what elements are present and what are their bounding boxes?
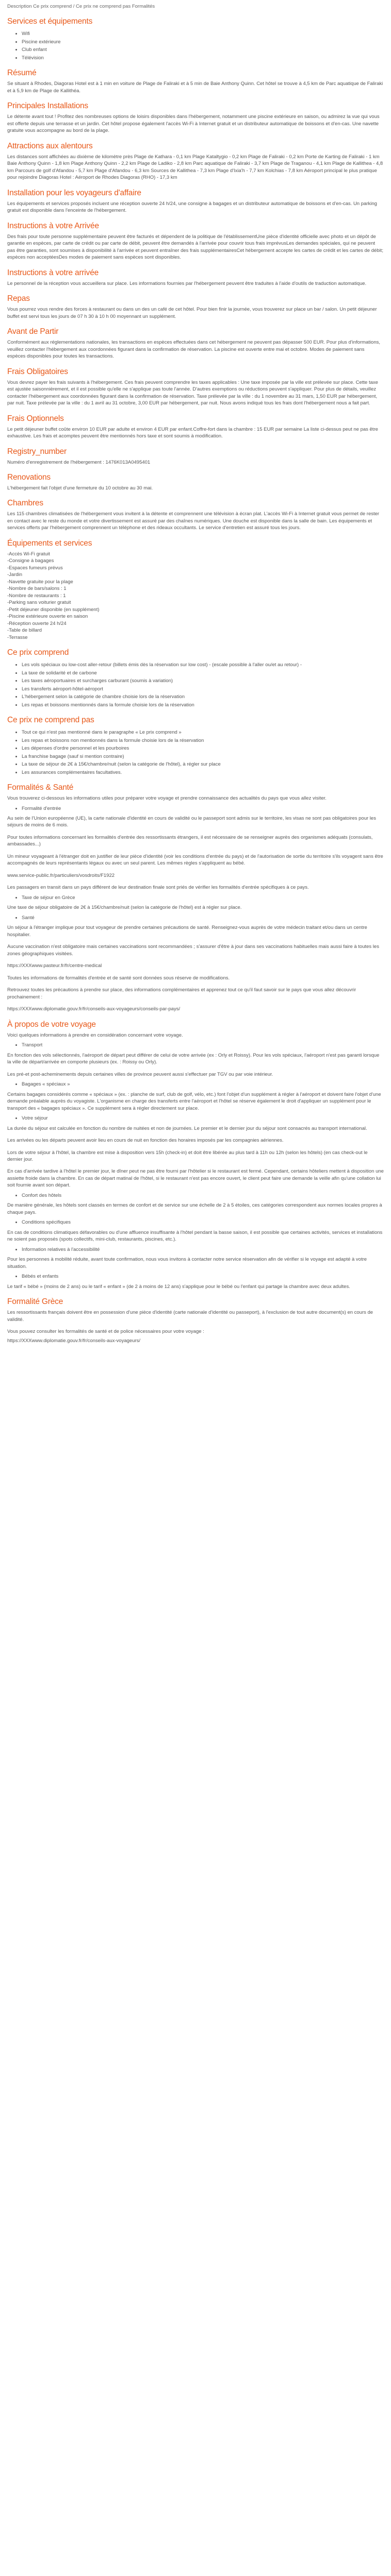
paragraph: Certains bagages considérés comme « spéciaux » (ex. : planche de surf, club de golf, vélo, etc.) font l'objet d'un supplément à régler à l'aéroport et doivent faire l'objet d'une demande préalable auprès du voyagiste. L'organisme en charge des transferts entre l'aéroport et l'hôtel se réserve également le droit d'appliquer un supplément pour le transport des « bagages spéciaux ». Ce supplément sera à régler directement sur place.: [7, 1091, 381, 1111]
paragraph: Lors de votre séjour à l'hôtel, la chambre est mise à disposition vers 15h (check-in) et doit être libérée au plus tard à 11h ou 12h (selon les hôtels) (en cas check-out le dernier jour.: [7, 1149, 368, 1162]
section-registry: [7, 446, 384, 466]
sejour-heading: • Votre séjour: [22, 1115, 384, 1122]
repas-title: Repas: [7, 294, 30, 303]
list-item: • Les repas et boissons non mentionnés dans la formule choisie lors de la réservation: [22, 737, 384, 744]
paragraph: La durée du séjour est calculée en fonction du nombre de nuitées et non de journées. Le premier et le dernier jour du séjour sont consacrés au transport international.: [7, 1125, 367, 1131]
list-item: -Réception ouverte 24 h/24: [7, 620, 67, 626]
conditions-heading: • Conditions spécifiques: [22, 1219, 384, 1226]
list-item: -Nombre de bars/salons : 1: [7, 586, 67, 592]
list-item: -Consigne à bagages: [7, 558, 54, 564]
pasteur-link[interactable]: https://XXXwww.pasteur.fr/fr/centre-medical: [7, 963, 102, 969]
principales-text: Le détente avant tout ! Profitez des nombreuses options de loisirs disponibles dans l'hébergement, notamment une piscine extérieure en saison, ou admirez la vue qui vous est offerte depuis une terrasse et un jardin. Cet hôtel propose également l'accès Wi-Fi à Internet gratuit et un distributeur automatique de boissons et d'en-cas. Une navette gratuite vous accompagne au bord de la plage.: [7, 114, 380, 134]
list-item: • L'hébergement selon la catégorie de chambre choisie lors de la réservation: [22, 693, 384, 700]
list-item: • Wifi: [22, 30, 384, 37]
section-frais-obligatoires: [7, 366, 384, 407]
paragraph: En cas d'arrivée tardive à l'hôtel le premier jour, le dîner peut ne pas être fourni par l'hôtelier si le restaurant est fermé. Cependant, certains hôteliers mettent à disposition une assiette froide dans la chambre. En cas de départ matinal de l'hôtel, si le restaurant n'est pas encore ouvert, le client peut faire une demande la veille afin qu'une collation lui soit fournie avant son départ.: [7, 1168, 384, 1189]
list-item: -Nombre de restaurants : 1: [7, 592, 66, 599]
services-list: [7, 30, 384, 61]
paragraph: Pour les personnes à mobilité réduite, avant toute confirmation, nous vous invitons à contacter notre service réservation afin de vérifier si le voyage est adapté à votre situation.: [7, 1257, 367, 1269]
arrivee2-text: Le personnel de la réception vous accueillera sur place. Les informations fournies par l'hébergement peuvent être traduites à l'aide d'outils de traduction automatique.: [7, 280, 367, 286]
list-item: -Table de billard: [7, 628, 42, 634]
apropos-title: À propos de votre voyage: [7, 1020, 96, 1029]
section-resume: [7, 67, 384, 94]
section-repas: [7, 293, 384, 320]
paragraph: Les passagers en transit dans un pays différent de leur destination finale sont priés de vérifier les formalités d'entrée spécifiques à ce pays.: [7, 885, 309, 891]
section-apropos: [7, 1019, 384, 1291]
section-prix-ne-comprend: [7, 715, 384, 776]
frais-optionnels-title: Frais Optionnels: [7, 414, 64, 423]
paragraph: Vous pouvez consulter les formalités de santé et de police nécessaires pour votre voyage :: [7, 1329, 204, 1335]
list-item: • Télévision: [22, 55, 384, 61]
principales-title: Principales Installations: [7, 101, 88, 111]
chambres-title: Chambres: [7, 499, 43, 508]
list-item: • Les dépenses d'ordre personnel et les pourboires: [22, 745, 384, 752]
attractions-title: Attractions aux alentours: [7, 141, 93, 150]
list-item: -Accès Wi-Fi gratuit: [7, 551, 50, 557]
bagages-heading: • Bagages « spéciaux »: [22, 1081, 384, 1088]
paragraph: Une taxe de séjour obligatoire de 2€ à 15€/chambre/nuit (selon la catégorie de l'hôtel) est à régler sur place.: [7, 905, 242, 911]
service-public-link[interactable]: www.service-public.fr/particuliers/vosdroits/F1922: [7, 872, 115, 878]
arrivee-text: Des frais pour toute personne supplémentaire peuvent être facturés et dépendent de la politique de l'établissementUne pièce d'identité officielle avec photo et un dépôt de garantie en espèces, par carte de crédit ou par carte de débit, peuvent être demandés à l'arrivée pour couvrir tous frais imprévusLes demandes spéciales, qui ne peuvent pas être garanties, sont soumises à disponibilité à l'arrivée et peuvent entraîner des frais supplémentairesCet hébergement accepte les cartes de crédit et les cartes de débit; espèces non acceptéesDes modes de paiement sans espèces sont disponibles.: [7, 233, 383, 261]
apropos-intro: Voici quelques informations à prendre en considération concernant votre voyage.: [7, 1032, 183, 1038]
paragraph: Au sein de l'Union européenne (UE), la carte nationale d'identité en cours de validité ou le passeport sont admis sur le territoire, les visas ne sont pas obligatoires pour les séjours de moins de 6 mois.: [7, 816, 376, 828]
list-item: -Parking sans voiturier gratuit: [7, 600, 71, 606]
formalite-grece-title: Formalité Grèce: [7, 1297, 63, 1307]
list-item: • Tout ce qui n'est pas mentionné dans le paragraphe « Le prix comprend »: [22, 729, 384, 736]
list-item: • Les assurances complémentaires facultatives.: [22, 769, 384, 776]
list-item: • Les taxes aéroportuaires et surcharges carburant (soumis à variation): [22, 677, 384, 684]
prix-ne-comprend-list: [7, 729, 384, 776]
section-avant: [7, 326, 384, 360]
registry-title: Registry_number: [7, 447, 67, 456]
services-title: Services et équipements: [7, 17, 93, 26]
section-frais-optionnels: [7, 413, 384, 440]
installation-title: Installation pour les voyageurs d'affaire: [7, 188, 141, 197]
bebes-heading: • Bébés et enfants: [22, 1273, 384, 1280]
paragraph: En cas de conditions climatiques défavorables ou d'une affluence insuffisante à l'hôtel pendant la basse saison, il est possible que certaines activités, services et installations ne soient pas proposés (spots collectifs, mini-club, restaurants, piscines, etc.).: [7, 1229, 383, 1243]
avant-text: Conformément aux réglementations nationales, les transactions en espèces effectuées dans cet hébergement ne peuvent pas dépasser 500 EUR. Pour plus d'informations, veuillez contacter l'hébergement aux coordonnées figurant dans la confirmation de réservation. La piscine est ouverte entre mai et octobre. Modes de paiement sans espèces disponibles pour toutes les transactions.: [7, 340, 381, 360]
diplomatie-link[interactable]: https://XXXwww.diplomatie.gouv.fr/fr/conseils-aux-voyageurs/conseils-par-pays/: [7, 1006, 181, 1012]
list-item: -Espaces fumeurs prévus: [7, 565, 63, 571]
taxe-sejour-heading: • Taxe de séjour en Grèce: [22, 894, 384, 901]
avant-title: Avant de Partir: [7, 327, 59, 336]
list-item: • La franchise bagage (sauf si mention contraire): [22, 753, 384, 760]
section-arrivee2: [7, 267, 384, 287]
section-formalite-grece: [7, 1296, 384, 1344]
prix-ne-comprend-title: Ce prix ne comprend pas: [7, 716, 94, 725]
prix-comprend-title: Ce prix comprend: [7, 648, 69, 657]
resume-text: Se situant à Rhodes, Diagoras Hotel est à 1 min en voiture de Plage de Faliraki et à 5 min de Baie Anthony Quinn. Cet hôtel se trouve à 4,5 km de Parc aquatique de Faliraki et à 5,9 km de Plage de Kallithéa.: [7, 81, 383, 94]
section-arrivee: [7, 221, 384, 261]
paragraph: Le tarif « bébé » (moins de 2 ans) ou le tarif « enfant » (de 2 à moins de 12 ans) s'applique pour le bébé ou l'enfant qui partage la chambre avec deux adultes.: [7, 1283, 350, 1290]
resume-title: Résumé: [7, 69, 37, 78]
registry-text: Numéro d'enregistrement de l'hébergement : 1476Κ013Α0495401: [7, 459, 151, 465]
chambres-text: Les 115 chambres climatisées de l'hébergement vous invitent à la détente et comprennent une télévision à écran plat. L'accès Wi-Fi à Internet gratuit vous permet de rester en contact avec le reste du monde et votre divertissement est assuré par des chaînes numériques. Une douche est disponible dans la salle de bain. Les équipements et services offerts par l'hébergement comprennent un téléphone et des rideaux occultants. Le service d'entretien est assuré tous les jours.: [7, 511, 380, 531]
section-attractions: [7, 141, 384, 181]
frais-obligatoires-text: Vous devrez payer les frais suivants à l'hébergement. Ces frais peuvent comprendre les taxes applicables : Une taxe imposée par la ville est prélevée sur place. Cette taxe est ajustée saisonnièrement, et il est possible qu'elle ne s'applique pas toute l'année. D'autres exemptions ou réductions peuvent s'appliquer. Pour plus de détails, veuillez contacter l'hébergement aux coordonnées figurant dans la confirmation de réservation. Taxe prélevée par la ville : du 1 novembre au 31 mars, 1,50 EUR par hébergement, par nuit. Taxe prélevée par la ville : du 1 avril au 31 octobre, 3,00 EUR par hébergement, par nuit. Nous avons indiqué tous les frais dont l'hébergement nous a fait part.: [7, 379, 378, 406]
prix-comprend-list: [7, 662, 384, 708]
paragraph: De manière générale, les hôtels sont classés en termes de confort et de service sur une échelle de 2 à 5 étoiles, ces catégories correspondent aux normes locales propres à chaque pays.: [7, 1202, 382, 1215]
paragraph: Les pré-et post-acheminements depuis certaines villes de province peuvent aussi s'effectuer par TGV ou par voie intérieur.: [7, 1071, 273, 1077]
paragraph: Les arrivées ou les départs peuvent avoir lieu en cours de nuit en fonction des horaires imposés par les compagnies aériennes.: [7, 1138, 284, 1144]
equipements-title: Équipements et services: [7, 538, 92, 548]
paragraph: Toutes les informations de formalités d'entrée et de santé sont données sous réserve de modifications.: [7, 975, 230, 981]
section-formalites: [7, 782, 384, 1013]
list-item: -Petit déjeuner disponible (en supplément): [7, 606, 100, 613]
renovations-title: Renovations: [7, 472, 51, 482]
list-item: • La taxe de solidarité et de carbone: [22, 670, 384, 676]
formalites-title: Formalités & Santé: [7, 783, 74, 792]
section-chambres: [7, 498, 384, 531]
paragraph: Pour toutes informations concernant les formalités d'entrée des ressortissants étrangers, il est nécessaire de se renseigner auprès des organismes adéquats (consulats, ambassades...): [7, 834, 373, 848]
sante-heading: • Santé: [22, 914, 384, 921]
list-item: • Club enfant: [22, 46, 384, 53]
formalites-intro: Vous trouverez ci-dessous les informations utiles pour préparer votre voyage et prendre connaissance des actualités du pays que vous allez visiter.: [7, 795, 327, 802]
arrivee2-title: Instructions à votre arrivée: [7, 268, 99, 277]
section-installation: [7, 188, 384, 214]
paragraph: Aucune vaccination n'est obligatoire mais certaines vaccinations sont recommandées ; s'assurer d'être à jour dans ses vaccinations habituelles mais aussi faire à toutes les zones géographiques visitées.: [7, 944, 379, 957]
list-item: -Piscine extérieure ouverte en saison: [7, 614, 88, 620]
renovations-text: L'hébergement fait l'objet d'une fermeture du 10 octobre au 30 mai.: [7, 485, 153, 491]
section-services: [7, 16, 384, 61]
attractions-text: Les distances sont affichées au dixième de kilomètre près Plage de Kathara - 0,1 km Plage Kataltygio - 0,2 km Plage de Faliraki - 0,2 km Porte de Karting de Faliraki - 1 km Baie Anthony Quinn - 1,8 km Plage Anthony Quinn - 2,2 km Plage de Ladiko - 2,8 km Parc aquatique de Faliraki - 3,7 km Plage de Traganou - 4,1 km Plage de Kallithea - 4,8 km Parcours de golf d'Afandou - 5,7 km Plage d'Afandou - 6,3 km Sources de Kallithea - 7,3 km Plage d'Ixia'h - 7,7 km Kolchias - 7,8 km Aéroport principal le plus pratique pour rejoindre Diagoras Hotel : Aéroport de Rhodes Diagoras (RHO) - 17,3 km: [7, 154, 383, 181]
section-renovations: [7, 472, 384, 492]
intro-line: Description Ce prix comprend / Ce prix ne comprend pas Formalités: [7, 4, 155, 9]
section-principales: [7, 100, 384, 134]
list-item: • Les repas et boissons mentionnés dans la formule choisie lors de la réservation: [22, 702, 384, 708]
list-item: -Jardin: [7, 572, 23, 578]
list-item: • Piscine extérieure: [22, 39, 384, 45]
frais-obligatoires-title: Frais Obligatoires: [7, 367, 68, 376]
list-item: • Les vols spéciaux ou low-cost aller-retour (billets émis dès la réservation sur low cost) - (escale possible à l'aller ou/et au retour) -: [22, 662, 384, 668]
repas-text: Vous pourrez vous rendre des forces à restaurant ou dans un des un café de cet hôtel. Pour bien finir la journée, vous trouverez sur place un bar / salon. Un petit déjeuner buffet est servi tous les jours de 07 h 30 à 10 h 00 moyennant un supplément.: [7, 307, 377, 319]
arrivee-title: Instructions à votre Arrivée: [7, 221, 99, 230]
list-item: -Terrasse: [7, 634, 28, 640]
paragraph: Un séjour à l'étranger implique pour tout voyageur de prendre certaines précautions de santé. Renseignez-vous auprès de votre médecin traitant et/ou dans un centre hospitalier.: [7, 925, 367, 938]
frais-optionnels-text: Le petit déjeuner buffet coûte environ 10 EUR par adulte et environ 4 EUR par enfant.Coffre-fort dans la chambre : 15 EUR par semaine La liste ci-dessus peut ne pas être exhaustive. Les frais et acomptes peuvent être mentionnés hors taxe et sont soumis à modification.: [7, 426, 378, 439]
list-item: • La taxe de séjour de 2€ à 15€/chambre/nuit (selon la catégorie de l'hôtel), à régler sur place: [22, 761, 384, 768]
paragraph: Retrouvez toutes les précautions à prendre sur place, des informations complémentaires et apprenez tout ce qu'il faut savoir sur le pays que vous allez découvrir prochainement :: [7, 987, 356, 1000]
confort-heading: • Confort des hôtels: [22, 1192, 384, 1199]
paragraph: En fonction des vols sélectionnés, l'aéroport de départ peut différer de celui de votre arrivée (ex : Orly et Roissy). Pour les vols spéciaux, l'aéroport n'est pas garanti lorsque la ville de départ/arrivée en comporte plusieurs (ex. : Roissy ou Orly).: [7, 1052, 380, 1065]
section-equipements: [7, 538, 384, 641]
paragraph: Les ressortissants français doivent être en possession d'une pièce d'identité (carte nationale d'identité ou passeport), à l'exclusion de tout autre document(s) en cours de validité.: [7, 1310, 373, 1323]
accessibilite-heading: • Information relatives à l'accessibilité: [22, 1246, 384, 1253]
list-item: • Les transferts aéroport-hôtel-aéroport: [22, 686, 384, 692]
diplomatie-voyageurs-link[interactable]: https://XXXwww.diplomatie.gouv.fr/fr/conseils-aux-voyageurs/: [7, 1337, 141, 1344]
list-item: -Navette gratuite pour la plage: [7, 579, 73, 585]
section-prix-comprend: [7, 647, 384, 708]
formalites-entree-heading: • Formalité d'entrée: [22, 805, 384, 812]
installation-text: Les équipements et services proposés incluent une réception ouverte 24 h/24, une consigne à bagages et un distributeur automatique de boissons et d'en-cas. Un parking gratuit est disponible dans l'enceinte de l'hébergement.: [7, 200, 377, 214]
equipements-list: [7, 551, 384, 641]
transport-heading: • Transport: [22, 1042, 384, 1048]
paragraph: Un mineur voyageant à l'étranger doit en justifier de leur pièce d'identité (voir les conditions d'entrée du pays) et de l'autorisation de sortie du territoire s'ils voyagent sans être accompagnés de leurs représentants légaux ou avec un seul parent. Les mêmes règles s'appliquent au bébé.: [7, 853, 383, 867]
